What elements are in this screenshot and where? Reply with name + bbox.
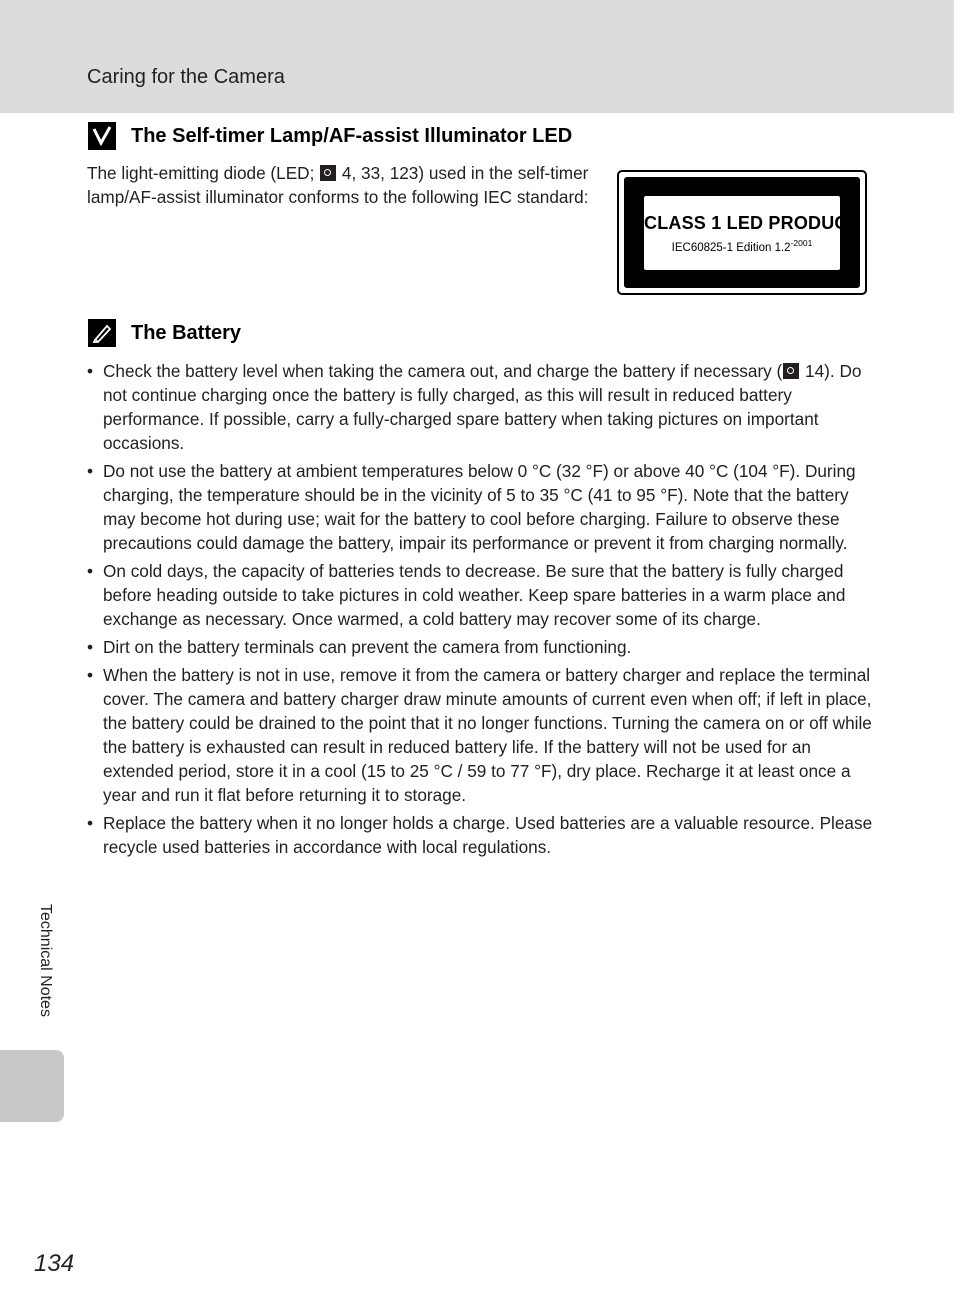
led-intro-paragraph	[87, 161, 602, 209]
bullet-text-start: Check the battery level when taking the camera out, and charge the battery if necessary (	[103, 361, 783, 381]
page-reference-icon	[320, 165, 336, 181]
led-standard-text	[644, 238, 840, 254]
section-header-title: Caring for the Camera	[87, 66, 285, 88]
pencil-note-icon	[88, 319, 116, 347]
bullet-text-end: 14). Do not continue charging once the battery is fully charged, as this will result in reduced battery performance. If possible, carry a fully-charged spare battery when taking pictures on important occasions.	[103, 361, 862, 453]
led-label-plate	[644, 196, 859, 270]
side-tab-marker	[0, 1050, 64, 1122]
led-standard-year: -2001	[790, 238, 813, 248]
led-intro-text-start: The light-emitting diode (LED;	[87, 163, 320, 183]
led-section-heading	[88, 122, 572, 150]
list-item: • Do not use the battery at ambient temperatures below 0 °C (32 °F) or above 40 °C (104 °F). During charging, the temperature should be in the vicinity of 5 to 35 °C (41 to 95 °F). Note that the battery may become hot during use; wait for the battery to cool before charging. Failure to observe these precautions could damage the battery, impair its performance or prevent it from charging normally.	[87, 459, 877, 555]
led-heading-text: The Self-timer Lamp/AF-assist Illuminator LED	[131, 124, 573, 147]
page-number: 134	[34, 1250, 75, 1277]
header-band	[0, 0, 954, 113]
battery-section-heading	[88, 319, 241, 347]
list-item: • Dirt on the battery terminals can prevent the camera from functioning.	[87, 635, 877, 659]
page-reference-icon	[783, 363, 799, 379]
checkmark-note-icon	[88, 122, 116, 150]
side-tab-label: Technical Notes	[37, 904, 54, 1017]
led-intro-text-end: 4, 33, 123) used in the self-timer lamp/AF-assist illuminator conforms to the following IEC standard:	[87, 163, 589, 207]
battery-heading-text: The Battery	[131, 321, 242, 344]
led-label-border	[624, 177, 860, 288]
led-class-label	[617, 170, 867, 295]
led-standard-edition: IEC60825-1 Edition 1.2	[671, 242, 791, 254]
list-item: • On cold days, the capacity of batteries tends to decrease. Be sure that the battery is fully charged before heading outside to take pictures in cold weather. Keep spare batteries in a warm place and exchange as necessary. Once warmed, a cold battery may recover some of its charge.	[87, 559, 877, 631]
led-class-text: CLASS 1 LED PRODUCT	[644, 213, 859, 233]
list-item: • Replace the battery when it no longer holds a charge. Used batteries are a valuable resource. Please recycle used batteries in accordance with local regulations.	[87, 811, 877, 859]
list-item: • When the battery is not in use, remove it from the camera or battery charger and replace the terminal cover. The camera and battery charger draw minute amounts of current even when off; if left in place, the battery could be drained to the point that it no longer functions. Turning the camera on or off while the battery is exhausted can result in reduced battery life. If the battery will not be used for an extended period, store it in a cool (15 to 25 °C / 59 to 77 °F), dry place. Recharge it at least once a year and run it flat before returning it to storage.	[87, 663, 877, 807]
battery-bullet-list	[87, 359, 877, 863]
list-item	[87, 359, 877, 455]
